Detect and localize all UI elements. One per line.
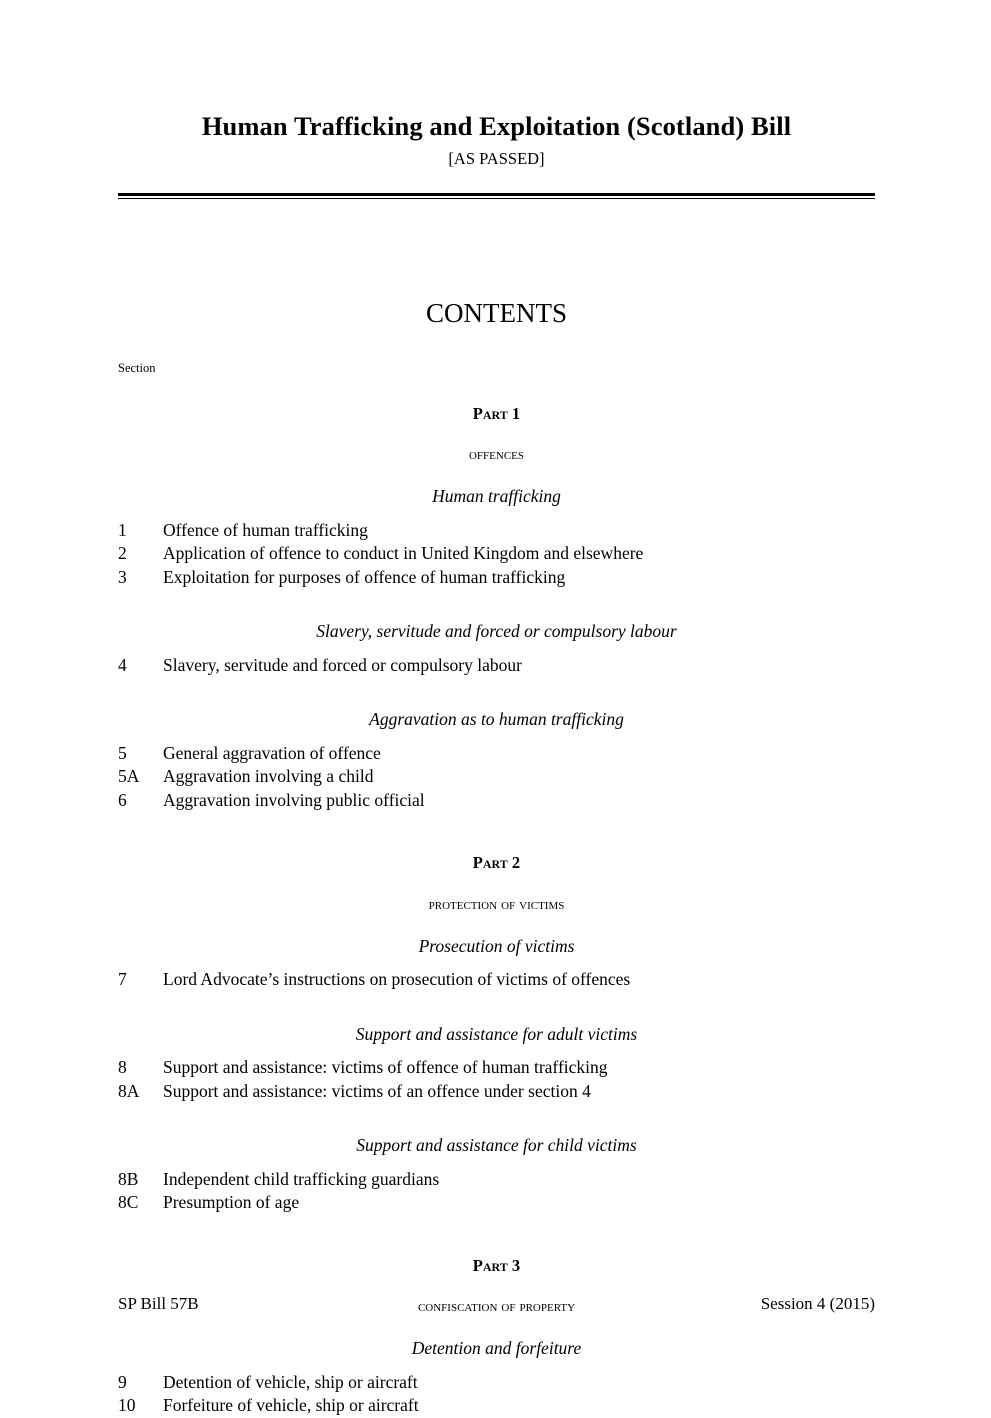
- group-heading: Detention and forfeiture: [411, 1338, 582, 1359]
- entry-title: Offence of human trafficking: [163, 519, 368, 540]
- contents-entry[interactable]: [118, 1056, 875, 1080]
- spacer: [118, 677, 875, 711]
- entry-title: Lord Advocate’s instructions on prosecution of victims of offences: [163, 969, 631, 990]
- group-heading: Slavery, servitude and forced or compulsory labour: [316, 621, 677, 642]
- part-heading: Part 3: [472, 1255, 521, 1275]
- spacer: [118, 375, 875, 406]
- page-title: Human Trafficking and Exploitation (Scotland) Bill: [201, 111, 792, 141]
- contents-entry-list: [118, 1056, 875, 1103]
- contents-entry[interactable]: [118, 1080, 875, 1104]
- entry-title: Support and assistance: victims of an offence under section 4: [163, 1080, 591, 1101]
- contents-part: [118, 812, 875, 1215]
- contents-entry[interactable]: [118, 789, 875, 813]
- contents-entry[interactable]: [118, 1394, 875, 1418]
- spacer: [118, 1358, 875, 1371]
- spacer: [118, 812, 875, 855]
- masthead: [118, 0, 875, 199]
- entry-section-number: 5: [118, 742, 127, 763]
- contents-entry[interactable]: [118, 968, 875, 992]
- part-subject-heading: offences: [468, 446, 525, 464]
- spacer: [118, 1215, 875, 1258]
- part-subject-heading: confiscation of property: [417, 1298, 576, 1316]
- part-heading: Part 2: [472, 853, 521, 873]
- page-footer: [118, 1295, 875, 1312]
- entry-title: Exploitation for purposes of offence of human trafficking: [163, 566, 566, 587]
- entry-title: Aggravation involving public official: [163, 789, 425, 810]
- spacer: [118, 1155, 875, 1168]
- spacer: [118, 463, 875, 488]
- entry-title: Support and assistance: victims of offence of human trafficking: [163, 1057, 608, 1078]
- entry-section-number: 2: [118, 543, 127, 564]
- section-column-label: Section: [118, 361, 156, 376]
- contents-entry-list: [118, 742, 875, 813]
- entry-title: General aggravation of offence: [163, 742, 381, 763]
- entry-title: Presumption of age: [163, 1192, 300, 1213]
- part-subject-heading: protection of victims: [428, 895, 565, 913]
- entry-section-number: 7: [118, 969, 127, 990]
- contents-entry[interactable]: [118, 1191, 875, 1215]
- page-content: [118, 0, 875, 1418]
- session-reference: Session 4 (2015): [760, 1294, 875, 1313]
- contents-entry[interactable]: [118, 1168, 875, 1192]
- spacer: [118, 913, 875, 938]
- contents-entry-list: [118, 1371, 875, 1418]
- spacer: [118, 1315, 875, 1340]
- entry-section-number: 10: [118, 1395, 136, 1416]
- contents-entry-list: [118, 1168, 875, 1215]
- entry-title: Forfeiture of vehicle, ship or aircraft: [163, 1395, 419, 1416]
- spacer: [118, 1103, 875, 1137]
- spacer: [118, 589, 875, 623]
- part-heading: Part 1: [472, 403, 521, 423]
- entry-section-number: 3: [118, 566, 127, 587]
- contents-entry[interactable]: [118, 765, 875, 789]
- contents-entry[interactable]: [118, 654, 875, 678]
- entry-section-number: 6: [118, 789, 127, 810]
- entry-section-number: 9: [118, 1371, 127, 1392]
- spacer: [118, 422, 875, 447]
- contents-entry-list: [118, 654, 875, 678]
- entry-section-number: 8B: [118, 1168, 139, 1189]
- group-heading: Support and assistance for child victims: [356, 1135, 637, 1156]
- spacer: [118, 729, 875, 742]
- spacer: [118, 1043, 875, 1056]
- spacer: [118, 992, 875, 1026]
- contents-entry[interactable]: [118, 542, 875, 566]
- contents-entry[interactable]: [118, 1371, 875, 1395]
- contents-entry[interactable]: [118, 742, 875, 766]
- entry-section-number: 4: [118, 654, 127, 675]
- entry-title: Detention of vehicle, ship or aircraft: [163, 1371, 418, 1392]
- entry-title: Independent child trafficking guardians: [163, 1168, 440, 1189]
- contents-entry-list: [118, 519, 875, 590]
- bill-stage-label: [AS PASSED]: [448, 149, 545, 169]
- entry-section-number: 5A: [118, 766, 140, 787]
- contents-entry[interactable]: [118, 566, 875, 590]
- contents-heading: CONTENTS: [426, 298, 567, 329]
- contents-part: [118, 375, 875, 813]
- contents-part: [118, 1215, 875, 1418]
- group-heading: Human trafficking: [432, 486, 561, 507]
- entry-section-number: 1: [118, 519, 127, 540]
- spacer: [118, 641, 875, 654]
- entry-title: Aggravation involving a child: [163, 766, 374, 787]
- bill-reference: SP Bill 57B: [118, 1294, 199, 1313]
- spacer: [118, 506, 875, 519]
- contents-parts-list: [118, 375, 875, 1418]
- entry-section-number: 8A: [118, 1080, 140, 1101]
- spacer: [118, 872, 875, 897]
- entry-title: Application of offence to conduct in United Kingdom and elsewhere: [163, 543, 644, 564]
- group-heading: Support and assistance for adult victims: [355, 1023, 638, 1044]
- group-heading: Prosecution of victims: [418, 935, 575, 956]
- entry-section-number: 8: [118, 1057, 127, 1078]
- contents-entry[interactable]: [118, 519, 875, 543]
- entry-title: Slavery, servitude and forced or compulsory labour: [163, 654, 522, 675]
- entry-section-number: 8C: [118, 1192, 139, 1213]
- spacer: [118, 955, 875, 968]
- contents-entry-list: [118, 968, 875, 992]
- group-heading: Aggravation as to human trafficking: [369, 709, 624, 730]
